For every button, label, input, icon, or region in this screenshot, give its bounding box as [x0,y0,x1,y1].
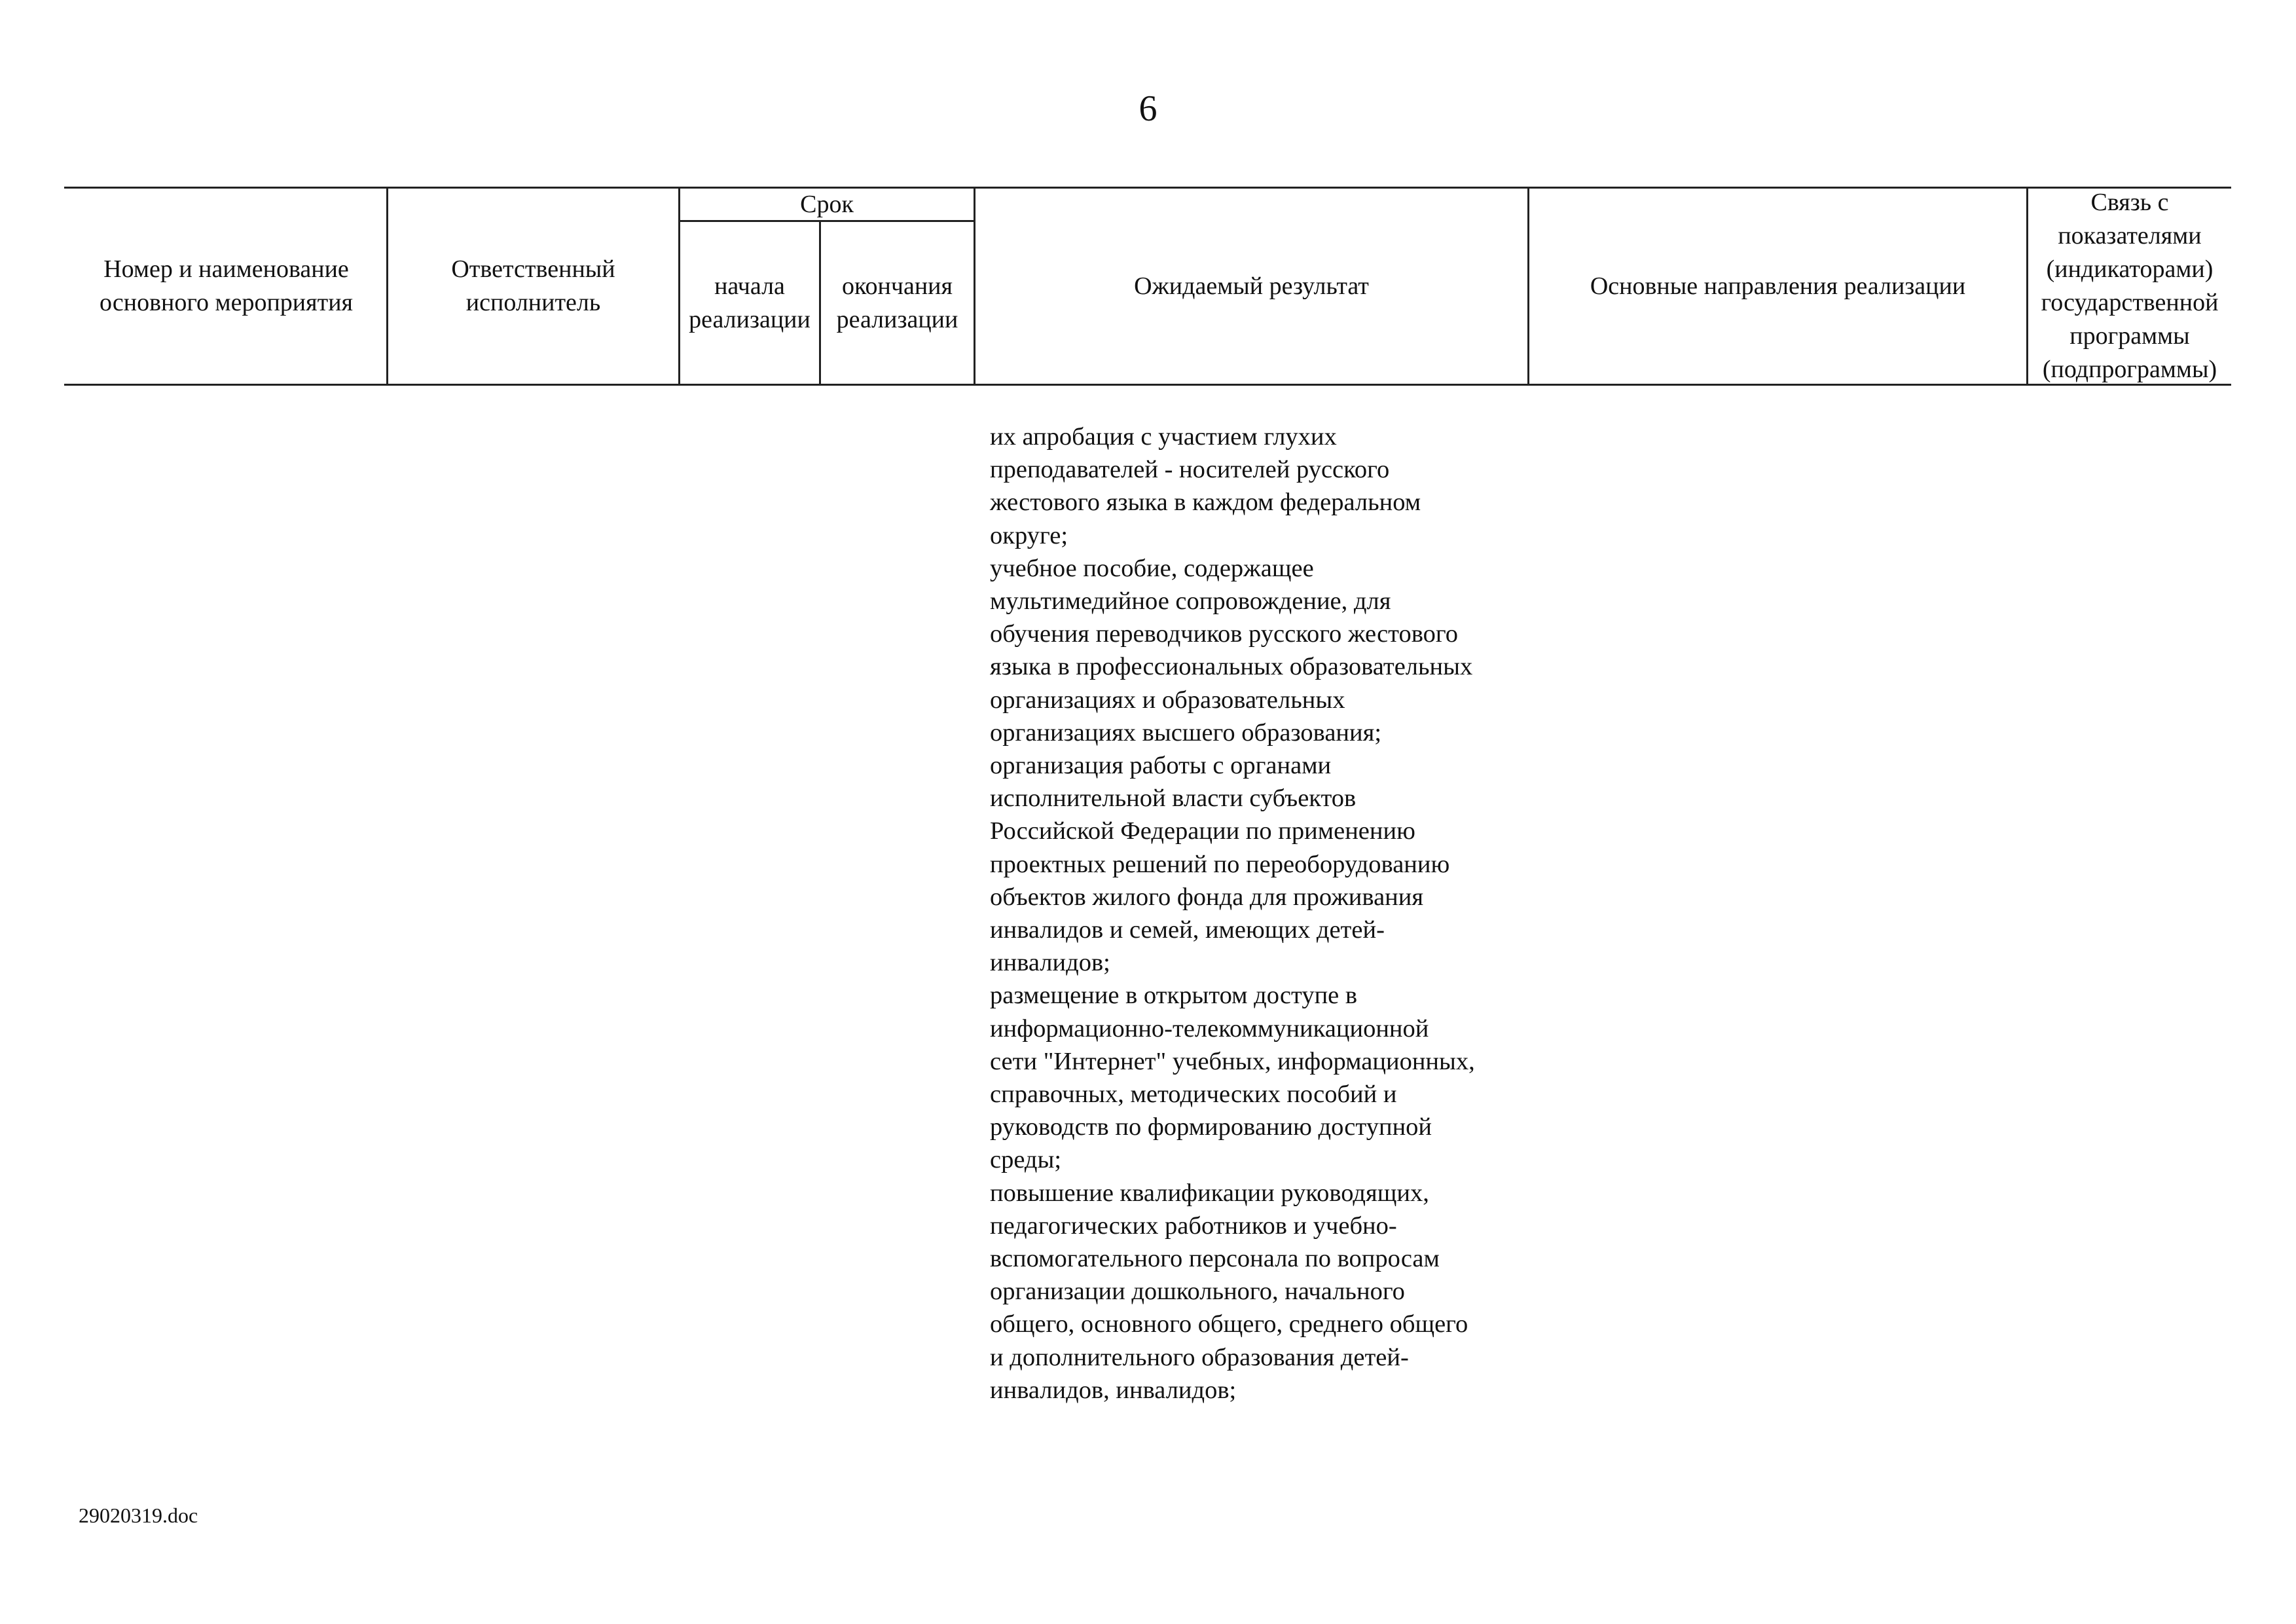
header-term [680,189,974,220]
header-indicators-line-2: показателями [2058,222,2202,249]
header-expected-result-label: Ожидаемый результат [1134,272,1369,300]
header-term-start [680,222,819,384]
header-directions [1529,189,2026,384]
header-executor-line-2: исполнитель [465,289,601,316]
text-line: организация работы с органами [990,752,1332,780]
header-term-start-line-1: начала [714,272,785,300]
text-line: организациях высшего образования; [990,718,1382,747]
text-line: и дополнительного образования детей- [990,1343,1409,1371]
header-indicators-line-1: Связь с [2090,189,2169,216]
header-bottom-border [64,384,2231,386]
text-line: общего, основного общего, среднего общего [990,1310,1468,1338]
text-line: Российской Федерации по применению [990,817,1415,845]
header-term-end-line-2: реализации [836,305,958,333]
header-term-label: Срок [800,190,854,218]
text-line: округе; [990,521,1068,549]
header-number-name [66,189,386,384]
text-line: языка в профессиональных образовательных [990,653,1473,681]
text-line: их апробация с участием глухих [990,423,1337,451]
text-line: проектных решений по переоборудованию [990,850,1450,878]
header-indicators-line-6: (подпрограммы) [2042,356,2217,383]
text-line: жестового языка в каждом федеральном [990,489,1421,517]
text-line: мультимедийное сопровождение, для [990,587,1391,616]
text-line: обучения переводчиков русского жестового [990,620,1458,648]
text-line: информационно-телекоммуникационной [990,1014,1429,1043]
header-term-start-line-2: реализации [689,305,811,333]
text-line: организациях и образовательных [990,686,1345,714]
header-term-end [821,222,974,384]
text-line: исполнительной власти субъектов [990,784,1357,813]
text-line: среды; [990,1146,1062,1174]
text-line: инвалидов, инвалидов; [990,1376,1237,1404]
text-line: сети "Интернет" учебных, информационных, [990,1047,1475,1075]
header-term-end-line-1: окончания [842,272,953,300]
page-number: 6 [1139,88,1157,129]
header-indicators-line-5: программы [2069,322,2190,350]
text-line: организации дошкольного, начального [990,1278,1405,1306]
text-line: инвалидов; [990,949,1110,977]
header-indicators-line-4: государственной [2041,289,2219,316]
footer-doc-code: 29020319.doc [79,1504,198,1527]
header-indicators-line-3: (индикаторами) [2046,255,2214,283]
text-line: инвалидов и семей, имеющих детей- [990,916,1385,944]
text-line: справочных, методических пособий и [990,1080,1397,1109]
header-executor-line-1: Ответственный [451,255,615,283]
text-line: повышение квалификации руководящих, [990,1179,1429,1207]
text-line: размещение в открытом доступе в [990,982,1358,1010]
text-line: преподавателей - носителей русского [990,456,1390,484]
header-directions-label: Основные направления реализации [1590,272,1966,300]
header-indicators [2028,189,2231,384]
text-line: руководств по формированию доступной [990,1113,1432,1141]
text-line: вспомогательного персонала по вопросам [990,1245,1440,1273]
text-line: объектов жилого фонда для проживания [990,883,1424,911]
header-expected-result [975,189,1527,384]
expected-result-text [990,420,1553,1407]
text-line: педагогических работников и учебно- [990,1211,1397,1240]
header-number-name-line-1: Номер и наименование [103,255,349,283]
header-number-name-line-2: основного мероприятия [99,289,354,316]
header-executor [388,189,678,384]
text-line: учебное пособие, содержащее [990,554,1314,582]
